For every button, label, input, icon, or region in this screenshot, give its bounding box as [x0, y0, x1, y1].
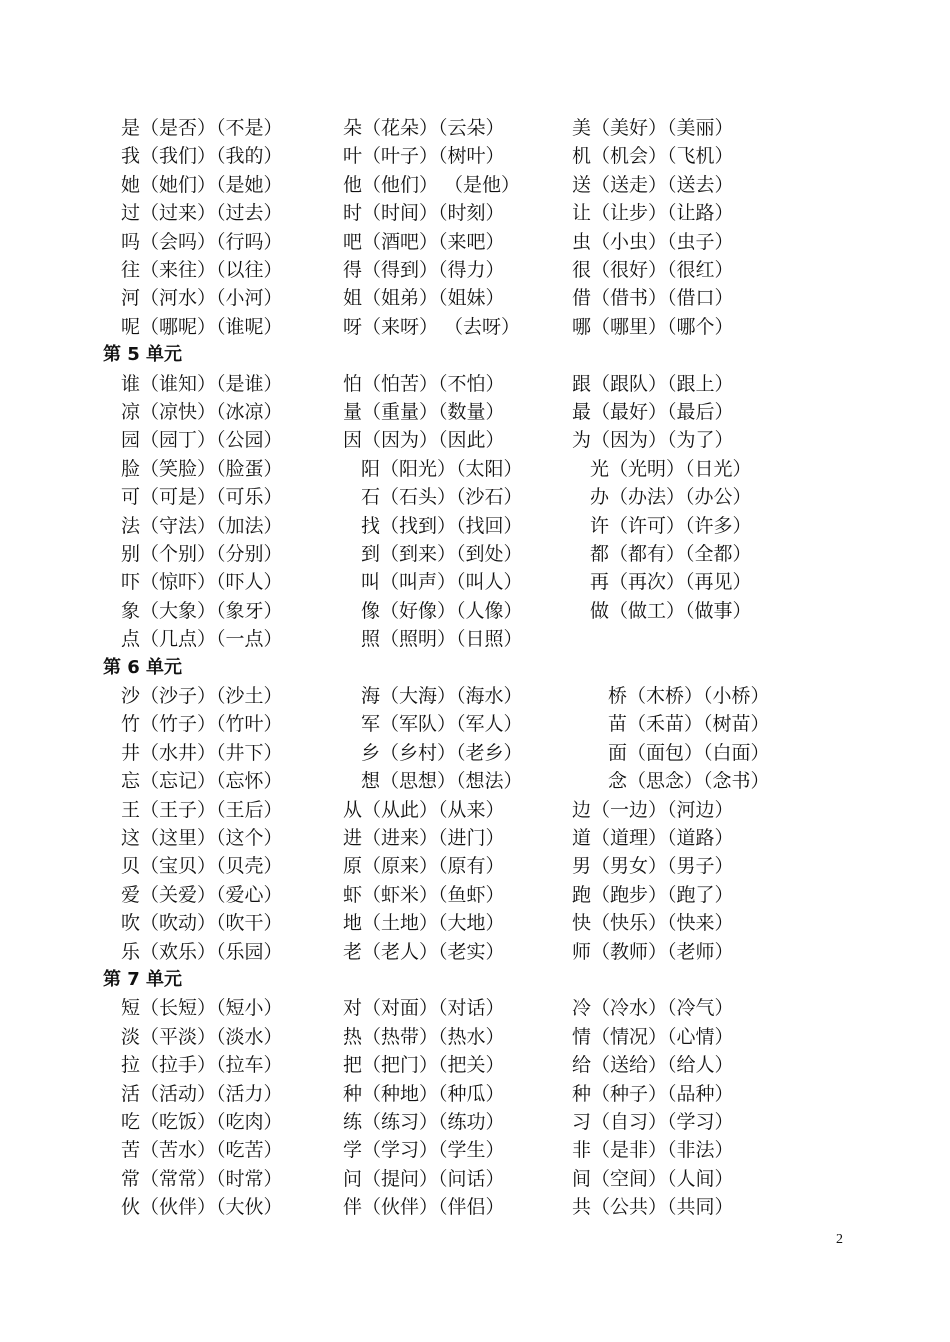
vocabulary-row: [0, 824, 950, 852]
word-entry: 给（送给）（给人）: [572, 1054, 734, 1077]
vocabulary-row: [0, 512, 950, 540]
word-entry: 老（老人）（老实）: [343, 940, 505, 963]
word-entry: 呢（哪呢）（谁呢）: [121, 315, 283, 338]
word-entry: 问（提问）（问话）: [343, 1167, 505, 1190]
word-entry: 让（让步）（让路）: [572, 202, 734, 225]
word-entry: 王（王子）（王后）: [121, 798, 283, 821]
vocabulary-row: [0, 426, 950, 454]
vocabulary-row: [0, 114, 950, 142]
word-entry: 光（光明）（日光）: [590, 457, 752, 480]
word-entry: 吓（惊吓）（吓人）: [121, 571, 283, 594]
vocabulary-row: [0, 994, 950, 1022]
word-entry: 园（园丁）（公园）: [121, 429, 283, 452]
word-entry: 送（送走）（送去）: [572, 173, 734, 196]
word-entry: 道（道理）（道路）: [572, 827, 734, 849]
vocabulary-row: [0, 370, 950, 398]
vocabulary-row: [0, 142, 950, 170]
word-entry: 这（这里）（这个）: [121, 827, 283, 849]
word-entry: 都（都有）（全都）: [590, 543, 752, 565]
unit-heading: 第 6 单元: [103, 656, 183, 678]
word-entry: 从（从此）（从来）: [343, 798, 505, 821]
word-entry: 象（大象）（象牙）: [121, 599, 283, 622]
word-entry: 为（因为）（为了）: [572, 429, 734, 452]
word-entry: 伴（伙伴）（伴侣）: [343, 1196, 505, 1219]
word-entry: 伙（伙伴）（大伙）: [121, 1196, 283, 1219]
vocabulary-row: [0, 568, 950, 596]
word-entry: 军（军队）（军人）: [361, 713, 523, 736]
word-entry: 呀（来呀） （去呀）: [343, 315, 521, 338]
word-entry: 爱（关爱）（爱心）: [121, 883, 283, 906]
word-entry: 短（长短）（短小）: [121, 997, 283, 1020]
word-entry: 男（男女）（男子）: [572, 855, 734, 878]
word-entry: 把（把门）（把关）: [343, 1054, 505, 1077]
vocabulary-row: [0, 881, 950, 909]
vocabulary-row: [0, 682, 950, 710]
word-entry: 吹（吹动）（吹干）: [121, 912, 283, 935]
vocabulary-row: [0, 313, 950, 341]
vocabulary-row: [0, 1136, 950, 1164]
word-entry: 到（到来）（到处）: [361, 543, 523, 565]
word-entry: 常（常常）（时常）: [121, 1167, 283, 1190]
vocabulary-row: [0, 1023, 950, 1051]
vocabulary-row: [0, 284, 950, 312]
word-entry: 面（面包）（白面）: [608, 741, 770, 764]
word-entry: 非（是非）（非法）: [572, 1139, 734, 1162]
word-entry: 活（活动）（活力）: [121, 1082, 283, 1105]
word-entry: 最（最好）（最后）: [572, 401, 734, 423]
word-entry: 他（他们） （是他）: [343, 173, 521, 196]
word-entry: 得（得到）（得力）: [343, 259, 505, 281]
word-entry: 吧（酒吧）（来吧）: [343, 230, 505, 253]
word-entry: 我（我们）（我的）: [121, 145, 283, 168]
word-entry: 原（原来）（原有）: [343, 855, 505, 878]
vocabulary-row: [0, 796, 950, 824]
word-entry: 许（许可）（许多）: [590, 514, 752, 537]
word-entry: 间（空间）（人间）: [572, 1167, 734, 1190]
word-entry: 学（学习）（学生）: [343, 1139, 505, 1162]
word-entry: 叫（叫声）（叫人）: [361, 571, 523, 594]
vocabulary-row: [0, 1080, 950, 1108]
vocabulary-row: [0, 256, 950, 284]
vocabulary-row: [0, 1165, 950, 1193]
word-entry: 找（找到）（找回）: [361, 514, 523, 537]
word-entry: 沙（沙子）（沙土）: [121, 685, 283, 707]
word-entry: 哪（哪里）（哪个）: [572, 315, 734, 338]
word-entry: 可（可是）（可乐）: [121, 486, 283, 509]
word-entry: 苦（苦水）（吃苦）: [121, 1139, 283, 1162]
word-entry: 机（机会）（飞机）: [572, 145, 734, 168]
word-entry: 她（她们）（是她）: [121, 173, 283, 196]
word-entry: 种（种地）（种瓜）: [343, 1082, 505, 1105]
word-entry: 法（守法）（加法）: [121, 514, 283, 537]
word-entry: 练（练习）（练功）: [343, 1111, 505, 1133]
word-entry: 朵（花朵）（云朵）: [343, 117, 505, 139]
word-entry: 井（水井）（井下）: [121, 741, 283, 764]
word-entry: 因（因为）（因此）: [343, 429, 505, 452]
unit-heading: 第 7 单元: [103, 969, 183, 990]
word-entry: 借（借书）（借口）: [572, 287, 734, 310]
word-entry: 拉（拉手）（拉车）: [121, 1054, 283, 1077]
word-entry: 淡（平淡）（淡水）: [121, 1025, 283, 1048]
vocabulary-row: [0, 455, 950, 483]
word-entry: 吗（会吗）（行吗）: [121, 230, 283, 253]
word-entry: 种（种子）（品种）: [572, 1082, 734, 1105]
word-entry: 想（思想）（想法）: [361, 770, 523, 793]
vocabulary-row: [0, 909, 950, 937]
word-entry: 谁（谁知）（是谁）: [121, 372, 283, 395]
word-entry: 跟（跟队）（跟上）: [572, 372, 734, 395]
word-entry: 量（重量）（数量）: [343, 401, 505, 423]
word-entry: 姐（姐弟）（姐妹）: [343, 287, 505, 310]
word-entry: 点（几点）（一点）: [121, 628, 283, 651]
vocabulary-row: [0, 199, 950, 227]
word-entry: 叶（叶子）（树叶）: [343, 145, 505, 168]
unit-heading: 第 5 单元: [103, 344, 183, 366]
word-entry: 快（快乐）（快来）: [572, 912, 734, 935]
word-entry: 忘（忘记）（忘怀）: [121, 770, 283, 793]
vocabulary-row: [0, 767, 950, 795]
word-entry: 边（一边）（河边）: [572, 798, 734, 821]
vocabulary-row: [0, 483, 950, 511]
word-entry: 石（石头）（沙石）: [361, 486, 523, 509]
word-entry: 办（办法）（办公）: [590, 486, 752, 509]
word-entry: 师（教师）（老师）: [572, 940, 734, 963]
word-entry: 冷（冷水）（冷气）: [572, 997, 734, 1020]
word-entry: 照（照明）（日照）: [361, 628, 523, 651]
word-entry: 苗（禾苗）（树苗）: [608, 713, 770, 736]
word-entry: 脸（笑脸）（脸蛋）: [121, 457, 283, 480]
word-entry: 做（做工）（做事）: [590, 599, 752, 622]
word-entry: 贝（宝贝）（贝壳）: [121, 855, 283, 878]
vocabulary-row: [0, 597, 950, 625]
word-entry: 对（对面）（对话）: [343, 997, 505, 1020]
word-entry: 共（公共）（共同）: [572, 1196, 734, 1219]
vocabulary-row: [0, 398, 950, 426]
word-entry: 河（河水）（小河）: [121, 287, 283, 310]
word-entry: 情（情况）（心情）: [572, 1025, 734, 1048]
word-entry: 美（美好）（美丽）: [572, 117, 734, 139]
word-entry: 习（自习）（学习）: [572, 1111, 734, 1133]
word-entry: 过（过来）（过去）: [121, 202, 283, 225]
vocabulary-row: [0, 710, 950, 738]
word-entry: 桥（木桥）（小桥）: [608, 685, 770, 707]
word-entry: 地（土地）（大地）: [343, 912, 505, 935]
word-entry: 竹（竹子）（竹叶）: [121, 713, 283, 736]
vocabulary-row: [0, 938, 950, 966]
word-entry: 虫（小虫）（虫子）: [572, 230, 734, 253]
vocabulary-row: [0, 625, 950, 653]
vocabulary-row: [0, 852, 950, 880]
word-entry: 凉（凉快）（冰凉）: [121, 401, 283, 423]
word-entry: 海（大海）（海水）: [361, 685, 523, 707]
word-entry: 乡（乡村）（老乡）: [361, 741, 523, 764]
word-entry: 念（思念）（念书）: [608, 770, 770, 793]
word-entry: 乐（欢乐）（乐园）: [121, 940, 283, 963]
word-entry: 阳（阳光）（太阳）: [361, 457, 523, 480]
vocabulary-row: [0, 739, 950, 767]
vocabulary-row: [0, 1193, 950, 1221]
page-number: 2: [836, 1232, 843, 1247]
word-entry: 时（时间）（时刻）: [343, 202, 505, 225]
vocabulary-row: [0, 1051, 950, 1079]
word-entry: 虾（虾米）（鱼虾）: [343, 883, 505, 906]
word-entry: 进（进来）（进门）: [343, 827, 505, 849]
vocabulary-row: [0, 228, 950, 256]
word-entry: 是（是否）（不是）: [121, 117, 283, 139]
word-entry: 很（很好）（很红）: [572, 259, 734, 281]
word-entry: 热（热带）（热水）: [343, 1025, 505, 1048]
word-entry: 吃（吃饭）（吃肉）: [121, 1111, 283, 1133]
word-entry: 怕（怕苦）（不怕）: [343, 372, 505, 395]
word-entry: 像（好像）（人像）: [361, 599, 523, 622]
word-entry: 往（来往）（以往）: [121, 259, 283, 281]
vocabulary-row: [0, 1108, 950, 1136]
word-entry: 再（再次）（再见）: [590, 571, 752, 594]
word-entry: 跑（跑步）（跑了）: [572, 883, 734, 906]
word-entry: 别（个别）（分别）: [121, 543, 283, 565]
vocabulary-row: [0, 171, 950, 199]
vocabulary-row: [0, 540, 950, 568]
